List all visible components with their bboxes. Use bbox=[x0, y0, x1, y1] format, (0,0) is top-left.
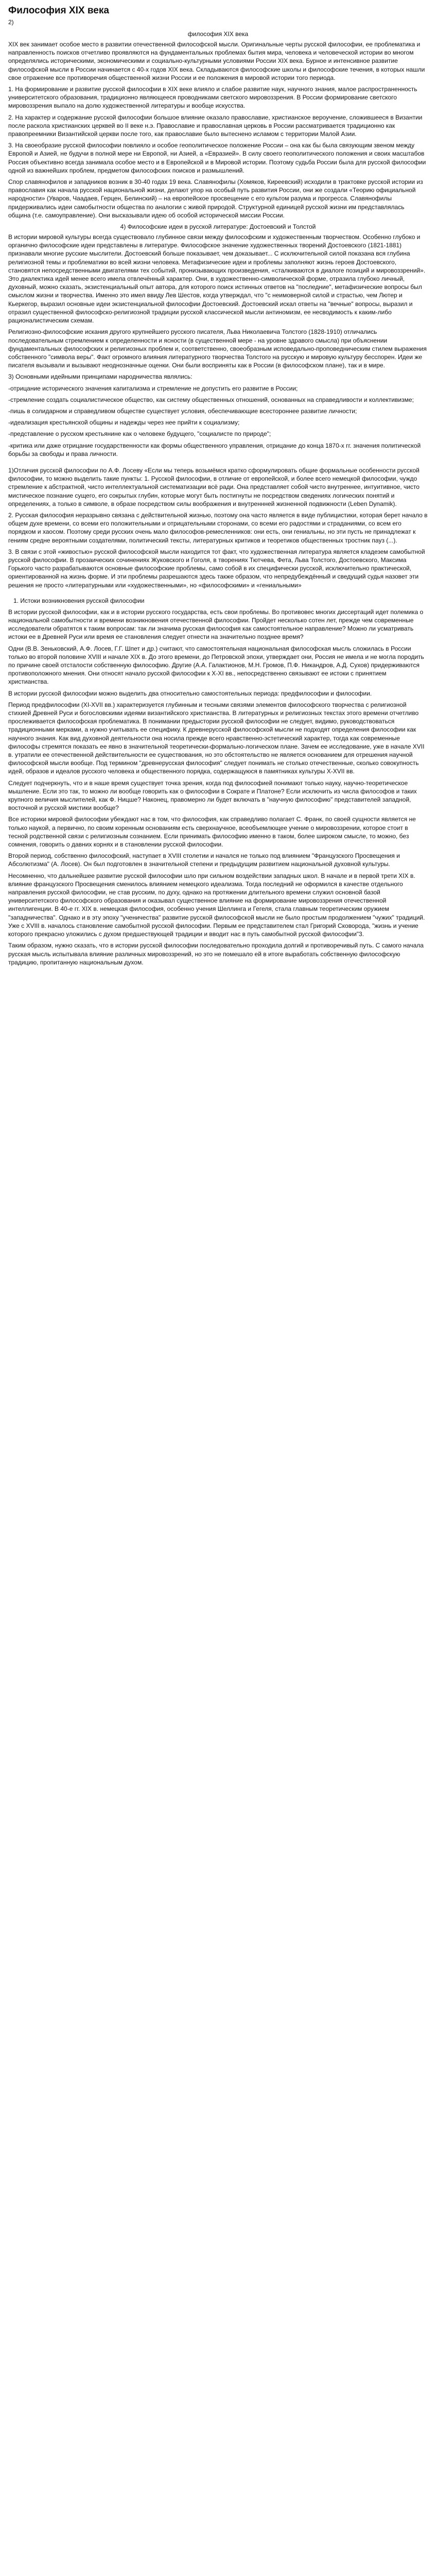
page-title: Философия XIX века bbox=[8, 5, 109, 16]
paragraph: В истории мировой культуры всегда существовало глубинное связи между философским и художественным творчеством. Особенно глубоко и органично философские идеи представлены в литературе. Философское значение художественных творений Достоевского (1821-1881) признавали многие русские мыслители. Достоевский больше показывает, чем доказывает... С исключительной силой показана вся глубина религиозной темы и проблематики во всей жизни человека. Метафизические идеи и проблемы заполняют жизнь героев Достоевского, становятся непосредственными двигателями тех событий, пронизывающих произведения, «сталкиваются в диалоге позиций и мировоззрений». Это диалектика идей менее всего имела отвлечённый характер. Они, в художественно-символической форме, отразила глубоко личный, духовный, можно сказать, экзистенциальный опыт автора, для которого поиск истинных ответов на "последние", метафизические вопросы был смыслом жизни и творчества. Именно это имел ввиду Лев Шестов, когда утверждал, что "с неимоверной силой и страстью, чем Лютер и Кьеркегор, выразил основные идеи экзистенциальной философии Достоевский. Достоевский искал ответы на "вечные" вопросы, выразил и отразил существенной философско-религиозной традиции русской классической мысли антиномизм, ее несводимость к каким-либо рационалистическим схемам. bbox=[8, 233, 426, 325]
paragraph: 2. Русская философия неразрывно связана с действительной жизнью, поэтому она часто является в виде публицистики, которая берет начало в общем духе времени, со всеми его положительными и отрицательными сторонами, со всеми его радостями и страданиями, со всем его порядком и хаосом. Поэтому среди русских очень мало философов-ремесленников: они есть, они гениальны, но эти пусть не принадлежат к гениям средне вероятными создателями, политический тексты, литературных критиков и теоретиков общественных тростник пауз (...). bbox=[8, 511, 428, 544]
paragraph: Таким образом, нужно сказать, что в истории русской философии последовательно проходила долгий и противоречивый путь. С самого начала русская мысль испытывала влияние различных мировоззрений, но это не помешало ей в итоге выработать собственную философскую традицию, пропитанную национальным духом. bbox=[8, 942, 424, 966]
paragraph: Период предфилософии (XI-XVII вв.) характеризуется глубинным и тесными связями элементов философского творчества с религиозной стихией Древней Руси и богословскими идеями византийского христианства. В литературных и религиозных текстах этого времени отчетливо прослеживается философская проблематика. В понимании предыстории русской философии не следует, видимо, руководствоваться традиционными мерками, а нужно учитывать ее специфику. К древнерусской философской мысли не подходят определения философии как научного знания. Как вид духовной деятельности она носила прежде всего нравственно-эстетический характер, тогда как современные философы стремятся показать ее явно в значительной теоретически-формально-логическом плане. Зачем ее исследование, уже в начале XVII в. утратили ее отечественной действительности ее существования, но это обстоятельство не является основанием для отрешения научной философской мысли вообще. Под термином "древнерусская философия" следует понимать не столько отечественные, сколько совокупность идей, образов и идеалов русского человека и общественного порядка, содержащуюся в памятниках культуры X-XVII вв. bbox=[8, 701, 425, 775]
paragraph: Религиозно-философские искания другого крупнейшего русского писателя, Льва Николаевича Толстого (1828-1910) отличались последовательным стремлением к определенности и ясности (в существенной мере - на уровне здравого смысла) при объяснении фундаментальных философских и религиозных проблем и, соответственно, своеобразным исповедально-проповедническим стилем выражения собственного "символа веры". Факт огромного влияния литературного творчества Толстого на русскую и мировую культуру бесспорен. Идеи же писателя вызывали и вызывают неоднозначные оценки. Они были восприняты как в России (в философском плане), так и в мире. bbox=[8, 328, 427, 369]
paragraph: Второй период, собственно философский, наступает в XVIII столетии и начался не только под влиянием "Французского Просвещения и Абсолютизма" (А. Лосев). Он был подготовлен в значительной степени и предыдущим развитием национальной духовной культуры. bbox=[8, 852, 400, 868]
list-item: -пишь в солидарном и справедливом обществе существует условия, обеспечивающие всестороннее развитие личности; bbox=[8, 407, 357, 415]
list-item: -идеализация крестьянской общины и надежды через нее прийти к социализму; bbox=[8, 419, 240, 427]
list-item: -стремление создать социалистическое общество, как систему общественных отношений, основанных на справедливости и коллективизме; bbox=[8, 396, 414, 403]
document bbox=[0, 0, 436, 967]
paragraph: 3) Основными идейными принципами народничества являлись: bbox=[8, 373, 193, 381]
paragraph: Несомненно, что дальнейшее развитие русской философии шло при сильном воздействии западных школ. В начале и в первой трети XIX в. влияние французского Просвещения сменилось влиянием немецкого идеализма. Тогда последний не оформился в качестве отдельного направления русской философии, не став русским, по духу, однако на протяжении длительного времени служил основной базой университетского философского образования и оказывал существенное влияние на формирование мировоззрения отечественной интеллигенции. В 40-е гг. XIX в. немецкая философия, особенно учения Шеллинга и Гегеля, стала главным теоретическим оружием "западничества". Однако и в эту эпоху "ученичества" развитие русской философской мысли не было простым продолжением "чужих" традиций. Уже с XVIII в. началось становление самобытной русской философии. Первым ее представителем стал Григорий Сковорода, "жизнь и учение которого прекрасно уложились с духом предшествующей традиции и вводит нас в путь самобытной русской философии"3. bbox=[8, 872, 425, 938]
paragraph: Все историки мировой философии убеждают нас в том, что философия, как справедливо полагает С. Франк, по своей сущности является не только наукой, а первично, по своим коренным основаниям есть сверхнаучное, всеобъемлющее учение о мировоззрении, которое стоит в тесной родственной связи с религиозным сознанием. Если принимать философию именно в таком, более широком смысле, то можно, без сомнения, говорить о давних корнях и в становлении русской философии. bbox=[8, 816, 416, 849]
list-item: -критика или даже отрицание государственности как формы общественного управления, отрицание до конца 1870-х гг. значения политической борьбы за свободы и права личности. bbox=[8, 442, 421, 457]
paragraph: Следует подчеркнуть, что и в наше время существует точка зрения, когда под философией понимают только науку, научно-теоретическое мышление. Если это так, то можно ли вообще говорить как о философии в Сократе и Платоне? Если исключить из числа философов и таких крупного величия мыслителей, как Ф. Ницше? Наконец, правомерно ли будет включать в "научную философию" представителей западной, восточной и русской мистики вообще? bbox=[8, 779, 417, 812]
paragraph: Спор славянофилов и западников возник в 30-40 годах 19 века. Славянофилы (Хомяков, Киреевский) исходили в трактовке русской истории из православия как начала русской национальной жизни, делают упор на особый путь развития России, они же создали «Теорию официальной народности» (Уваров, Чаадаев, Герцен, Белинский) – на европейское просвещение с его культом разума и прогресса. Славянофилы придерживались идеи самобытности общества по аналогии с живой природой. Структурной единицей русской жизни им представлялась община (т.е. самоуправление). Они высказывали идею об особой исторической миссии России. bbox=[8, 178, 423, 219]
paragraph: 3. В связи с этой «живостью» русской философской мысли находится тот факт, что художественная литература является кладезем самобытной русской философии. В прозаических сочинениях Жуковского и Гоголя, в творениях Тютчева, Фета, Льва Толстого, Достоевского, Максима Горького часто разрабатываются основные философские проблемы, само собой в их специфически русской, исключительно практической, ориентированной на жизнь форме. И эти проблемы разрешаются здесь также образом, что непредубеждённый и сведущий судья назовет эти решения не просто «литературными или «художественными», но «философскими» и «гениальными» bbox=[8, 548, 425, 589]
paragraph: Одни (В.В. Зеньковский, А.Ф. Лосев, Г.Г. Шпет и др.) считают, что самостоятельная национальная философская мысль сложилась в России только во второй половине XVIII и начале XIX в. До этого времени, до Петровской эпохи, утверждает они, Россия не имела и не могла породить по причине своей отсталости собственную философию. Другие (А.А. Галактионов, М.Н. Громов, П.Ф. Никандров, А.Д. Сухов) придерживаются противоположного мнения. Они относят начало русской философии к X-XI вв., непосредственно связывают ее истоки с принятием христианства. bbox=[8, 645, 424, 686]
section-number: 2) bbox=[8, 19, 14, 26]
paragraph: 2. На характер и содержание русской философии большое влияние оказало православие, христианское вероучение, сложившееся в Византии после раскола христианских церквей во II веке н.э. Православие и православная церковь в России рассматривается традиционно как правопреемники Византийской церкви после того, как православие было вытеснено исламом с территории Малой Азии. bbox=[8, 113, 423, 138]
paragraph: XIX век занимает особое место в развитии отечественной философской мысли. Оригинальные черты русской философии, ее проблематика и направленность поисков отчетливо проявляются на фундаментальных проблемах бытия мира, человека и человеческой истории во многом определялись историческими, экономическими и социально-культурными условиями России XIX века. Бурное и интенсивное развитие философской мысли в России начинается с 40-х годов XIX века. Складываются философские школы и философские течения, в которых нашли свое отражение все противоречия общественной жизни России и ее положения в мировой истории того периода. bbox=[8, 41, 425, 81]
list-item: -представление о русском крестьянине как о человеке будущего, "социалисте по природе"; bbox=[8, 430, 271, 438]
paragraph: 1)Отличия русской философии по А.Ф. Лосеву «Если мы теперь возьмёмся кратко сформулировать общие формальные особенности русской философии, то можно выделить такие пункты: 1. Русской философии, в отличие от европейской, и более всего немецкой философии, чуждо стремление к абстрактной, чисто интеллектуальной систематизации всё ради. Она представляет собой чисто внутреннее, интуитивное, чисто мистическое познание сущего, его сокрытых глубин, которые могут быть постигнуты не посредством сведениях логических понятий и определениях, а только в символе, в образе посредством силы воображения и внутреннней жизненной подвижности (Leben Dynamik). bbox=[8, 466, 420, 507]
section-heading: 4) Философские идеи в русской литературе: Достоевский и Толстой bbox=[120, 223, 316, 231]
paragraph: В истории русской философии можно выделить два относительно самостоятельных периода: предфилософии и философии. bbox=[8, 689, 372, 697]
spacer bbox=[8, 461, 428, 466]
paragraph: 1. На формирование и развитие русской философии в XIX веке влияло и слабое развитие наук, научного знания, малое распространенность университетского образования, традиционно являющееся проводниками светского мировоззрения. В России формирование светского мировоззрения выпало на долю художественной литературы и вообще искусства. bbox=[8, 86, 417, 110]
paragraph: 3. На своеобразие русской философии повлияло и особое геополитическое положение России – она как бы была связующим звеном между Европой и Азией, не будучи в полной мере ни Европой, ни Азией, а «Евразией». В силу своего геополитического положения и своих масштабов Россия объективно всегда занимала особое место и в Европейской и в Мировой истории. Поэтому судьба России была для русской философии одной из важнейших проблем, предметом философских поисков и размышлений. bbox=[8, 142, 426, 174]
section-heading: 1. Истоки возникновения русской философии bbox=[13, 597, 145, 604]
document-title: философия XIX века bbox=[187, 30, 249, 38]
paragraph: В истории русской философии, как и в истории русского государства, есть свои проблемы. Во противовес многих диссертаций идет полемика о национальной самобытности и времени возникновения отечественной философии. Пройдет несколько сотен лет, прежде чем современные исследователи обратятся к таким вопросам: так ли значима русская философия как самостоятельное направление? Можно ли усматривать истоки ее в Древней Руси или время ее становления следует отнести на значительно позднее время? bbox=[8, 608, 424, 641]
list-item: -отрицание исторического значения капитализма и стремление не допустить его развитие в России; bbox=[8, 384, 298, 392]
